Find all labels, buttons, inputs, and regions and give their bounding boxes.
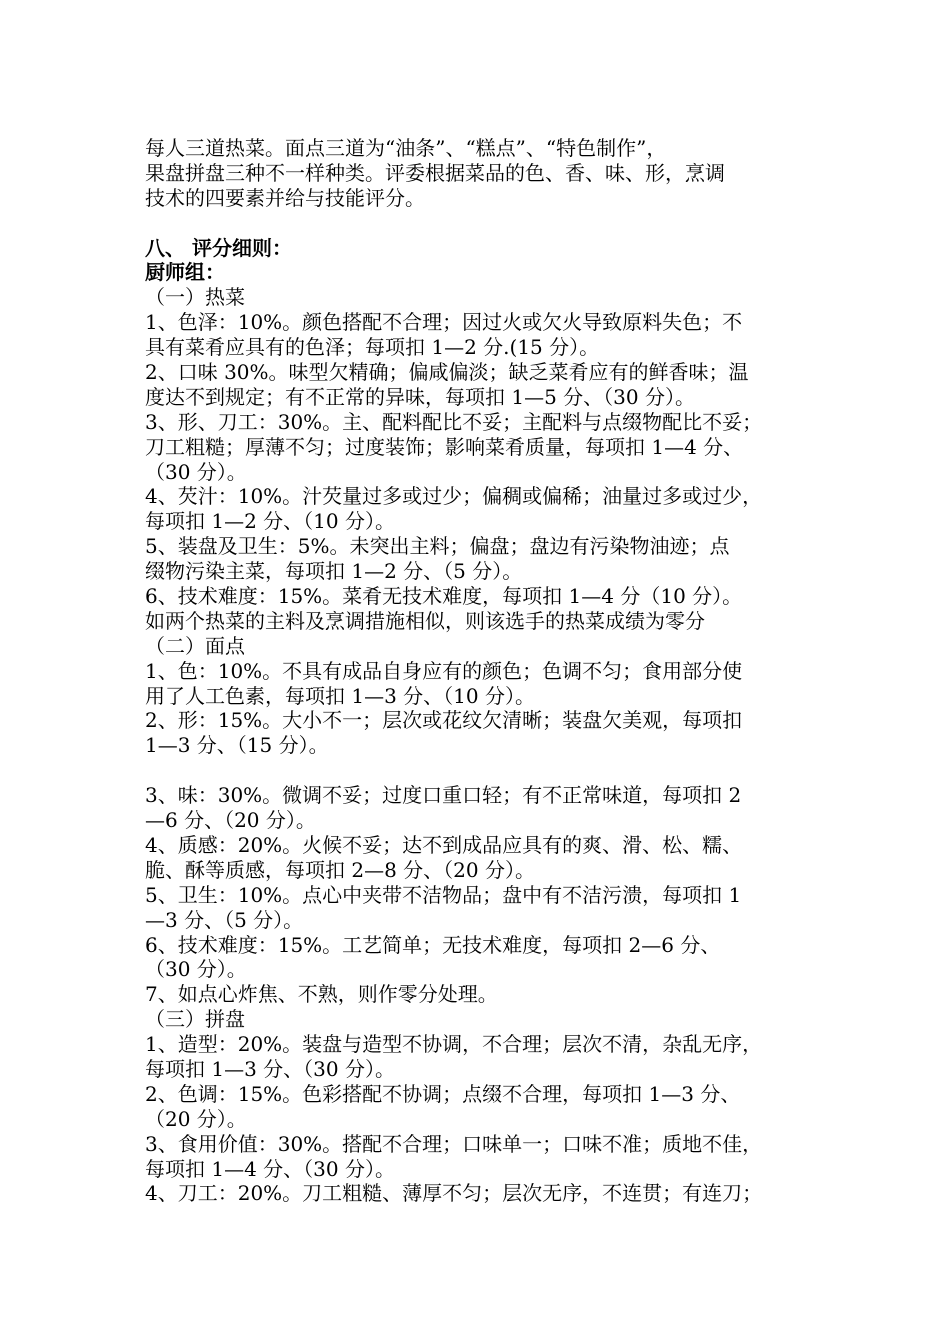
- text-line: （30 分）。: [145, 957, 247, 982]
- subsection-title: （三）拼盘: [145, 1007, 245, 1032]
- intro-paragraph: [145, 136, 825, 211]
- blank-line: [145, 758, 825, 783]
- section-heading: 八、 评分细则：: [145, 235, 292, 260]
- text-line: 2、形：15%。大小不一；层次或花纹欠清晰；装盘欠美观，每项扣: [145, 708, 743, 733]
- text-line: （20 分）。: [145, 1106, 247, 1131]
- platter-section: [145, 1007, 825, 1206]
- text-line: —3 分、（5 分）。: [145, 907, 304, 932]
- text-line: 4、芡汁：10%。汁芡量过多或过少；偏稠或偏稀；油量过多或过少，: [145, 484, 763, 509]
- text-line: 3、食用价值：30%。搭配不合理；口味单一；口味不准；质地不佳，: [145, 1131, 763, 1156]
- text-line: 缀物污染主菜，每项扣 1—2 分、（5 分）。: [145, 559, 523, 584]
- text-line: 具有菜肴应具有的色泽；每项扣 1—2 分.(15 分）。: [145, 335, 600, 360]
- text-line: 4、质感：20%。火候不妥；达不到成品应具有的爽、滑、松、糯、: [145, 832, 743, 857]
- text-line: 技术的四要素并给与技能评分。: [145, 185, 425, 210]
- text-line: 4、刀工：20%。刀工粗糙、薄厚不匀；层次无序，不连贯；有连刀；: [145, 1181, 763, 1206]
- text-line: 1、造型：20%。装盘与造型不协调，不合理；层次不清，杂乱无序，: [145, 1032, 763, 1057]
- text-line: 度达不到规定；有不正常的异味，每项扣 1—5 分、（30 分）。: [145, 384, 695, 409]
- text-line: 5、装盘及卫生：5%。未突出主料；偏盘；盘边有污染物油迹；点: [145, 534, 730, 559]
- text-line: 1—3 分、（15 分）。: [145, 733, 329, 758]
- text-line: 用了人工色素，每项扣 1—3 分、（10 分）。: [145, 683, 535, 708]
- text-line: （30 分）。: [145, 459, 247, 484]
- text-line: 每项扣 1—4 分、（30 分）。: [145, 1156, 395, 1181]
- subsection-title: （二）面点: [145, 633, 245, 658]
- blank-line: [145, 211, 825, 236]
- text-line: 每项扣 1—3 分、（30 分）。: [145, 1056, 395, 1081]
- text-line: 3、味：30%。微调不妥；过度口重口轻；有不正常味道，每项扣 2: [145, 783, 742, 808]
- group-heading: 厨师组：: [145, 260, 225, 285]
- pastry-section: [145, 634, 825, 1007]
- text-line: 6、技术难度：15%。工艺简单；无技术难度，每项扣 2—6 分、: [145, 932, 721, 957]
- text-line: 5、卫生：10%。点心中夹带不洁物品；盘中有不洁污溃，每项扣 1: [145, 882, 742, 907]
- text-line: 7、如点心炸焦、不熟，则作零分处理。: [145, 982, 498, 1007]
- text-line: 每项扣 1—2 分、（10 分）。: [145, 509, 395, 534]
- text-line: —6 分、（20 分）。: [145, 808, 316, 833]
- text-line: 1、色：10%。不具有成品自身应有的颜色；色调不匀；食用部分使: [145, 658, 743, 683]
- text-line: 2、口味 30%。味型欠精确；偏咸偏淡；缺乏菜肴应有的鲜香味；温: [145, 360, 749, 385]
- text-line: 刀工粗糙；厚薄不匀；过度装饰；影响菜肴质量，每项扣 1—4 分、: [145, 434, 744, 459]
- hot-dishes-section: [145, 285, 825, 633]
- text-line: 脆、酥等质感，每项扣 2—8 分、（20 分）。: [145, 857, 535, 882]
- text-line: 2、色调：15%。色彩搭配不协调；点缀不合理，每项扣 1—3 分、: [145, 1081, 741, 1106]
- document-page: [145, 136, 825, 1206]
- text-line: 1、色泽：10%。颜色搭配不合理；因过火或欠火导致原料失色；不: [145, 310, 743, 335]
- text-line: 6、技术难度：15%。菜肴无技术难度，每项扣 1—4 分（10 分）。: [145, 584, 743, 609]
- text-line: 3、形、刀工：30%。主、配料配比不妥；主配料与点缀物配比不妥；: [145, 409, 763, 434]
- subsection-title: （一）热菜: [145, 285, 245, 310]
- text-line: 每人三道热菜。面点三道为“油条”、“糕点”、“特色制作”，: [145, 136, 667, 160]
- text-line: 如两个热菜的主料及烹调措施相似，则该选手的热菜成绩为零分: [145, 608, 705, 633]
- text-line: 果盘拼盘三种不一样种类。评委根据菜品的色、香、味、形，烹调: [145, 160, 725, 185]
